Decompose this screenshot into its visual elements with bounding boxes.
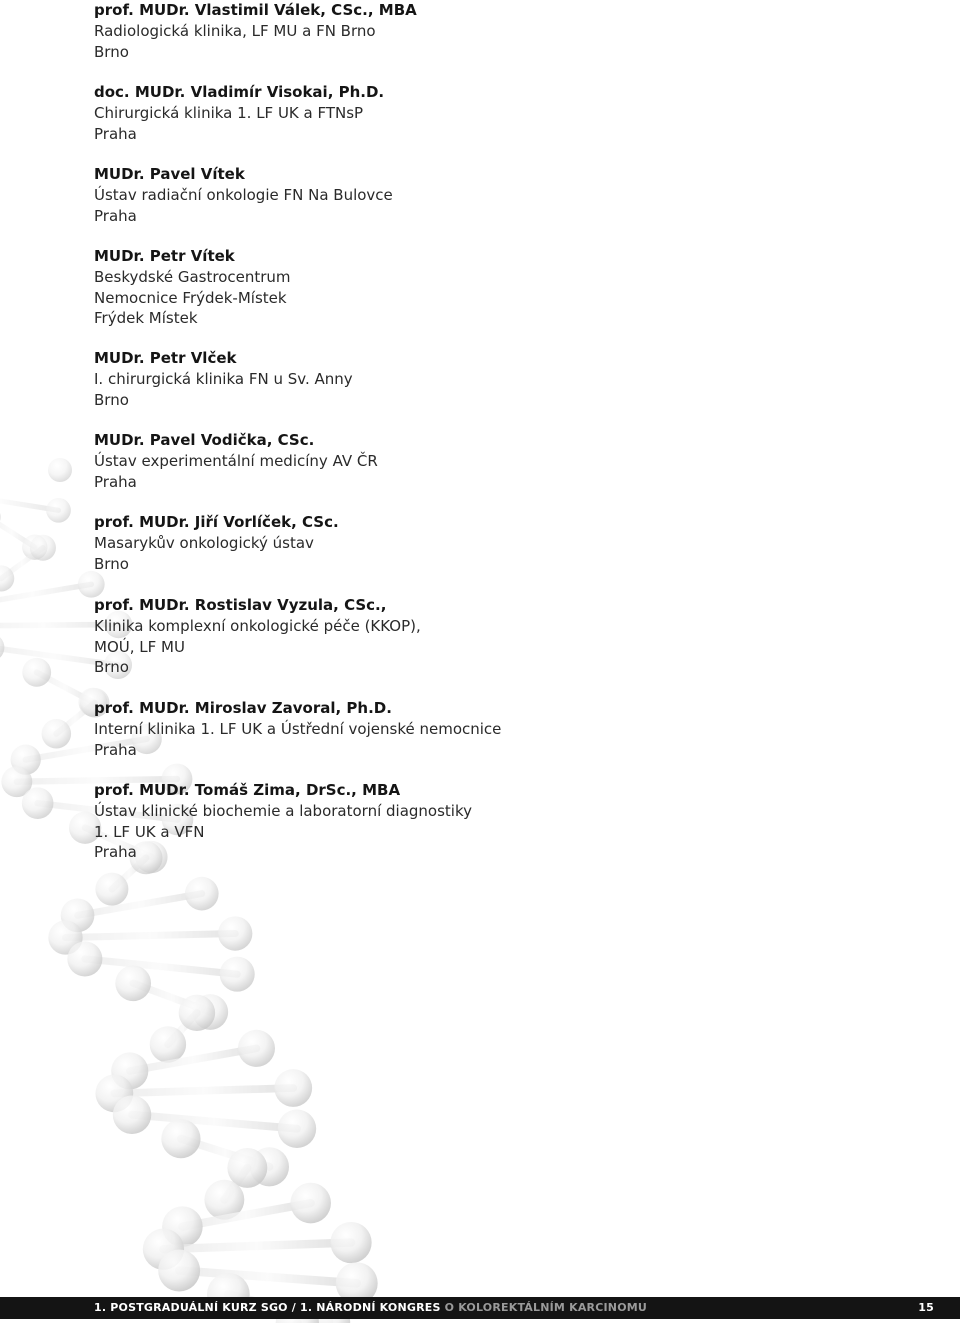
contributor-city: Brno <box>94 390 129 409</box>
contributor-affiliation: 1. LF UK a VFN <box>94 822 205 841</box>
page-number: 15 <box>918 1301 934 1314</box>
contributor-affiliation: Ústav klinické biochemie a laboratorní diagnostiky <box>94 801 472 820</box>
helix-rung <box>130 1048 257 1071</box>
helix-bead <box>238 1030 275 1067</box>
contributor-entry <box>94 164 894 226</box>
helix-bead <box>185 877 219 911</box>
contributor-city: Praha <box>94 472 137 491</box>
contributor-city: Praha <box>94 843 137 862</box>
helix-bead <box>161 1119 200 1158</box>
helix-rung <box>179 1270 357 1283</box>
helix-bead <box>113 1095 151 1133</box>
contributor-entry <box>94 698 894 760</box>
contributor-affiliation: Radiologická klinika, LF MU a FN Brno <box>94 21 376 40</box>
contributor-name: MUDr. Pavel Vodička, CSc. <box>94 431 315 449</box>
contributor-city: Praha <box>94 206 137 225</box>
helix-rung <box>114 1088 293 1093</box>
contributor-affiliation: Interní klinika 1. LF UK a Ústřední vojenské nemocnice <box>94 719 502 738</box>
helix-rung <box>65 934 235 938</box>
contributor-name: prof. MUDr. Tomáš Zima, DrSc., MBA <box>94 781 401 799</box>
helix-bead <box>46 498 71 523</box>
contributor-city: Praha <box>94 740 137 759</box>
contributor-name: MUDr. Petr Vlček <box>94 349 237 367</box>
helix-bead <box>274 1069 312 1107</box>
contributor-name: prof. MUDr. Jiří Vorlíček, CSc. <box>94 513 339 531</box>
contributor-name: doc. MUDr. Vladimír Visokai, Ph.D. <box>94 83 385 101</box>
contributor-name: MUDr. Pavel Vítek <box>94 165 245 183</box>
helix-bead <box>220 957 255 992</box>
contributor-entry <box>94 348 894 410</box>
helix-bead <box>278 1109 316 1147</box>
contributor-city: Brno <box>94 658 129 677</box>
helix-bead <box>227 1148 267 1188</box>
helix-bead <box>22 787 54 819</box>
contributor-entry <box>94 430 894 492</box>
footer-title-main: 1. POSTGRADUÁLNÍ KURZ SGO / 1. NÁRODNÍ KONGRES <box>94 1301 441 1314</box>
contributor-affiliation: Masarykův onkologický ústav <box>94 533 314 552</box>
contributor-entry <box>94 595 894 678</box>
contributor-name: prof. MUDr. Rostislav Vyzula, CSc., <box>94 596 387 614</box>
contributor-affiliation: Ústav experimentální medicíny AV ČR <box>94 451 378 470</box>
helix-bead <box>30 535 56 561</box>
contributor-city: Brno <box>94 42 129 61</box>
footer-title-topic: O KOLOREKTÁLNÍM KARCINOMU <box>444 1301 648 1314</box>
contributor-name: prof. MUDr. Miroslav Zavoral, Ph.D. <box>94 699 392 717</box>
helix-bead <box>330 1222 371 1263</box>
helix-bead <box>115 965 151 1001</box>
contributor-city: Brno <box>94 554 129 573</box>
page-footer <box>0 1297 960 1319</box>
helix-rung <box>78 894 202 916</box>
contributor-affiliation: MOÚ, LF MU <box>94 637 185 656</box>
footer-event-title <box>94 1297 647 1319</box>
helix-bead <box>22 658 51 687</box>
helix-bead <box>150 1026 186 1062</box>
contributor-entry <box>94 780 894 863</box>
contributor-entry <box>94 512 894 574</box>
contributor-entry <box>94 0 894 62</box>
helix-bead <box>95 873 128 906</box>
helix-bead <box>290 1183 331 1224</box>
contributor-affiliation: Klinika komplexní onkologické péče (KKOP), <box>94 616 421 635</box>
contributor-city: Praha <box>94 124 137 143</box>
helix-rung <box>132 1115 297 1129</box>
contributor-city: Frýdek Místek <box>94 309 198 328</box>
helix-bead <box>158 1250 200 1292</box>
contributor-affiliation: Nemocnice Frýdek-Místek <box>94 288 287 307</box>
contributor-affiliation: I. chirurgická klinika FN u Sv. Anny <box>94 369 353 388</box>
contributor-name: prof. MUDr. Vlastimil Válek, CSc., MBA <box>94 1 417 19</box>
helix-bead <box>42 719 72 749</box>
helix-rung <box>0 584 91 604</box>
contributor-entry <box>94 82 894 144</box>
helix-bead <box>218 916 252 950</box>
helix-bead <box>67 941 102 976</box>
helix-bead <box>78 571 105 598</box>
helix-bead <box>0 633 4 661</box>
contributor-affiliation: Ústav radiační onkologie FN Na Bulovce <box>94 185 393 204</box>
helix-rung <box>85 959 237 974</box>
contributor-name: MUDr. Petr Vítek <box>94 247 235 265</box>
contributor-affiliation: Beskydské Gastrocentrum <box>94 267 291 286</box>
helix-bead <box>179 995 215 1031</box>
contributor-entry <box>94 246 894 329</box>
helix-bead <box>48 458 72 482</box>
contributor-affiliation: Chirurgická klinika 1. LF UK a FTNsP <box>94 103 364 122</box>
